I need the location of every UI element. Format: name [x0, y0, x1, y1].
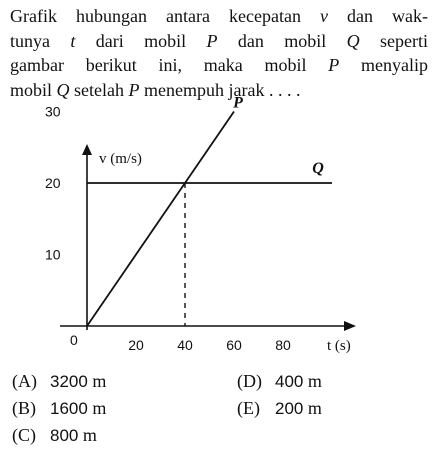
- x-tick-label-80: 80: [275, 337, 291, 353]
- option-d-unit: m: [307, 371, 322, 391]
- question-line-3: gambar berikut ini, maka mobil P menyalip: [10, 55, 428, 75]
- y-axis-arrow-icon: [82, 144, 92, 155]
- x-tick-label-20: 20: [128, 337, 144, 353]
- option-a-label: (A): [12, 371, 37, 391]
- question-line-4: mobil Q setelah P menempuh jarak . . . .: [10, 79, 301, 100]
- option-a-value: 3200: [50, 372, 88, 391]
- option-c-value: 800: [50, 426, 79, 445]
- y-tick-label-10: 10: [45, 246, 61, 263]
- question-text: [10, 4, 428, 102]
- option-c-unit: m: [82, 425, 97, 445]
- option-b-value: 1600: [50, 399, 88, 418]
- option-a-unit: m: [92, 371, 107, 391]
- option-b-label: (B): [12, 398, 36, 418]
- velocity-time-graph: [0, 94, 435, 360]
- y-tick-labels: [45, 104, 61, 263]
- graph-series: [87, 95, 332, 327]
- option-d[interactable]: [237, 371, 322, 392]
- x-tick-label-40: 40: [177, 337, 193, 353]
- series-label-p: P: [233, 94, 243, 112]
- option-e-label: (E): [237, 398, 260, 418]
- option-e[interactable]: [237, 398, 322, 419]
- y-tick-label-30: 30: [45, 103, 61, 120]
- option-d-value: 400: [275, 372, 304, 391]
- y-tick-label-20: 20: [45, 175, 61, 191]
- option-c[interactable]: [12, 425, 97, 446]
- y-axis-label: v (m/s): [99, 151, 142, 167]
- option-a[interactable]: [12, 371, 106, 392]
- x-axis-label: t (s): [327, 338, 351, 354]
- option-e-unit: m: [307, 398, 322, 418]
- option-b[interactable]: [12, 398, 106, 419]
- x-tick-labels: [128, 337, 291, 353]
- series-label-q: Q: [312, 160, 324, 177]
- question-line-1: Grafik hubungan antara kecepatan v dan wak-: [10, 6, 428, 26]
- x-axis-arrow-icon: [344, 321, 356, 331]
- origin-label: 0: [70, 332, 78, 348]
- question-line-2: tunya t dari mobil P dan mobil Q seperti: [10, 30, 428, 51]
- option-e-value: 200: [275, 399, 304, 418]
- option-d-label: (D): [237, 371, 262, 391]
- x-tick-label-60: 60: [226, 337, 242, 353]
- series-line-p: [87, 112, 234, 327]
- option-c-label: (C): [12, 425, 36, 445]
- option-b-unit: m: [92, 398, 107, 418]
